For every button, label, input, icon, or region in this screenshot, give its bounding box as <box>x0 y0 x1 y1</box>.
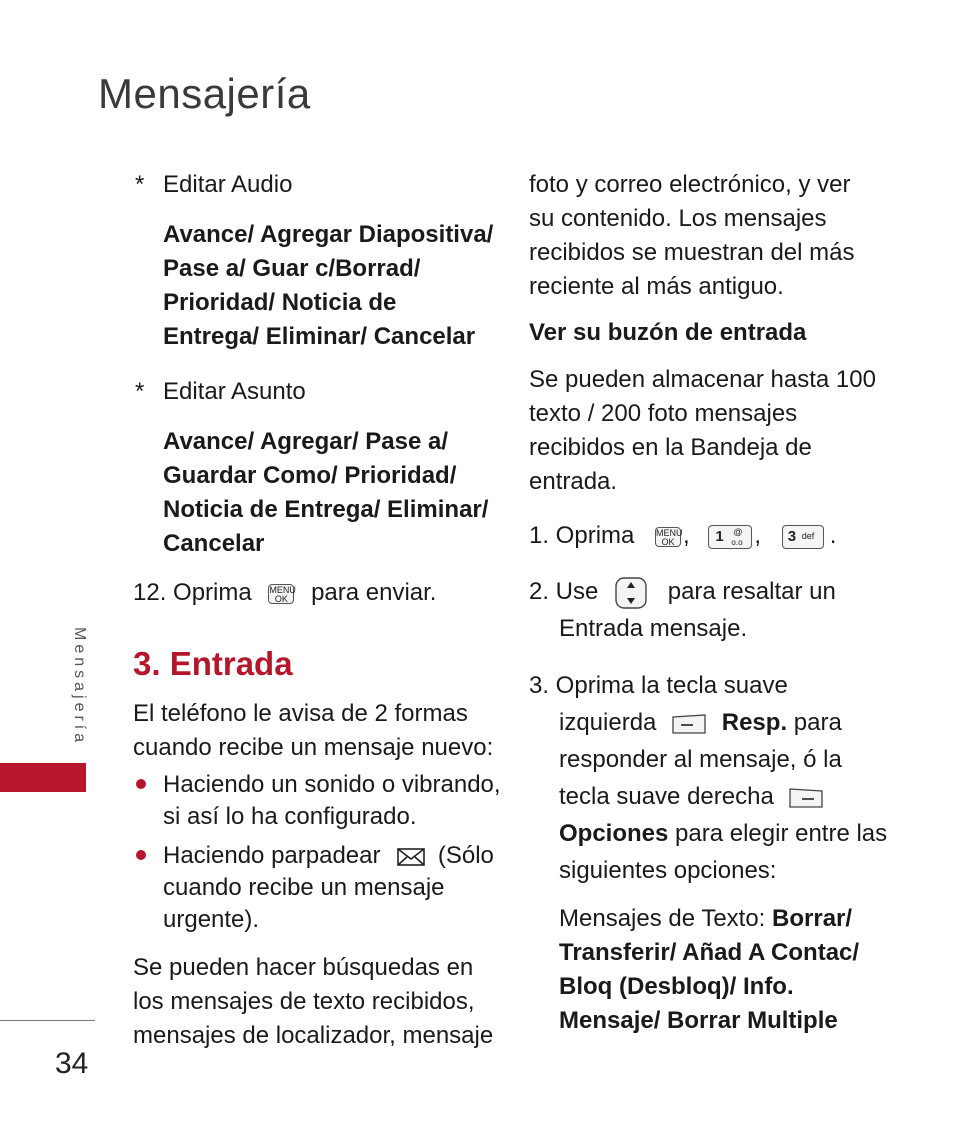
bullet-line: si así lo ha configurado. <box>163 803 417 830</box>
intro-paragraph <box>133 697 493 765</box>
subject-options-line: Cancelar <box>163 530 265 557</box>
bullet-dot-icon <box>136 779 146 789</box>
search-line: Se pueden hacer búsquedas en <box>133 954 474 981</box>
step-3-line: tecla suave derecha <box>559 783 774 810</box>
continuation-line: recibidos se muestran del más <box>529 239 855 266</box>
step-12-prefix: 12. Oprima <box>133 579 252 606</box>
bullet-dot-icon <box>136 850 146 860</box>
menu-ok-key-icon: MENU OK <box>656 527 683 547</box>
intro-line: cuando recibe un mensaje nuevo: <box>133 734 494 761</box>
capacity-line: entrada. <box>529 468 618 495</box>
search-line: mensajes de localizador, mensaje <box>133 1022 494 1049</box>
subject-options-line: Guardar Como/ Prioridad/ <box>163 462 457 489</box>
step-1-text: 1. Oprima <box>529 522 635 549</box>
bullet-blink <box>163 840 494 936</box>
comma: , <box>683 522 690 549</box>
bullet-star: * <box>135 378 145 405</box>
item-editar-asunto: Editar Asunto <box>163 378 306 405</box>
step-3 <box>529 667 887 889</box>
subject-options-line: Noticia de Entrega/ Eliminar/ <box>163 496 489 523</box>
left-soft-key-icon <box>671 713 707 735</box>
continuation-paragraph <box>529 168 854 304</box>
period: . <box>829 522 837 549</box>
audio-options <box>163 218 493 354</box>
bullet-star: * <box>135 171 145 198</box>
continuation-line: su contenido. Los mensajes <box>529 205 827 232</box>
menu-ok-key-icon: MENU OK <box>269 584 296 604</box>
capacity-line: texto / 200 foto mensajes <box>529 400 798 427</box>
audio-options-line: Prioridad/ Noticia de <box>163 289 397 316</box>
step-2-prefix: 2. Use <box>529 578 599 605</box>
page-number: 34 <box>55 1047 89 1080</box>
bullet-line: (Sólo <box>437 842 494 869</box>
audio-options-line: Entrega/ Eliminar/ Cancelar <box>163 323 476 350</box>
resp-label: Resp. <box>721 709 788 736</box>
capacity-paragraph <box>529 363 876 499</box>
bullet-line: cuando recibe un mensaje <box>163 874 445 901</box>
key-1-icon: 1 @ o.o <box>708 525 752 549</box>
section-heading-entrada: 3. Entrada <box>133 645 293 682</box>
subject-options <box>163 425 488 561</box>
envelope-icon <box>397 847 425 867</box>
side-tab-label: Mensajería <box>71 627 88 747</box>
step-3-line: 3. Oprima la tecla suave <box>529 672 788 699</box>
text-message-option-line: Borrar/ <box>772 905 853 932</box>
text-message-option-line: Mensaje/ Borrar Multiple <box>559 1007 838 1034</box>
text-message-label: Mensajes de Texto: <box>559 905 766 932</box>
search-paragraph <box>133 951 493 1053</box>
opciones-label: Opciones <box>559 820 669 847</box>
audio-options-line: Avance/ Agregar Diapositiva/ <box>163 221 494 248</box>
item-editar-audio: Editar Audio <box>163 171 293 198</box>
page-title: Mensajería <box>98 70 311 117</box>
step-3-line: siguientes opciones: <box>559 857 777 884</box>
audio-options-line: Pase a/ Guar c/Borrad/ <box>163 255 421 282</box>
capacity-line: Se pueden almacenar hasta 100 <box>529 366 876 393</box>
text-message-option-line: Transferir/ Añad A Contac/ <box>559 939 860 966</box>
text-message-options <box>559 902 859 1038</box>
step-3-line: izquierda <box>559 709 657 736</box>
search-line: los mensajes de texto recibidos, <box>133 988 475 1015</box>
text-message-option-line: Bloq (Desbloq)/ Info. <box>559 973 794 1000</box>
capacity-line: recibidos en la Bandeja de <box>529 434 812 461</box>
step-3-line: para elegir entre las <box>675 820 888 847</box>
step-2-suffix: para resaltar un <box>667 578 836 605</box>
key-3-icon: 3 def <box>782 525 824 549</box>
subject-options-line: Avance/ Agregar/ Pase a/ <box>163 428 449 455</box>
bullet-line: Haciendo parpadear <box>163 842 381 869</box>
step-3-line: para <box>793 709 842 736</box>
bullet-sound <box>163 769 501 833</box>
footer-rule <box>0 1020 95 1021</box>
continuation-line: reciente al más antiguo. <box>529 273 784 300</box>
intro-line: El teléfono le avisa de 2 formas <box>133 700 468 727</box>
continuation-line: foto y correo electrónico, y ver <box>529 171 851 198</box>
step-12 <box>133 576 436 610</box>
right-soft-key-icon <box>788 787 824 809</box>
subheading-inbox: Ver su buzón de entrada <box>529 319 807 346</box>
step-1 <box>529 519 836 553</box>
step-2-rest: Entrada mensaje. <box>559 615 748 642</box>
step-3-line: responder al mensaje, ó la <box>559 746 842 773</box>
step-2 <box>529 575 836 609</box>
step-12-suffix: para enviar. <box>311 579 437 606</box>
comma: , <box>754 522 762 549</box>
bullet-line: Haciendo un sonido o vibrando, <box>163 771 501 798</box>
bullet-line: urgente). <box>163 906 260 933</box>
nav-key-up-down-icon <box>615 577 647 609</box>
side-tab-bar <box>0 763 86 792</box>
